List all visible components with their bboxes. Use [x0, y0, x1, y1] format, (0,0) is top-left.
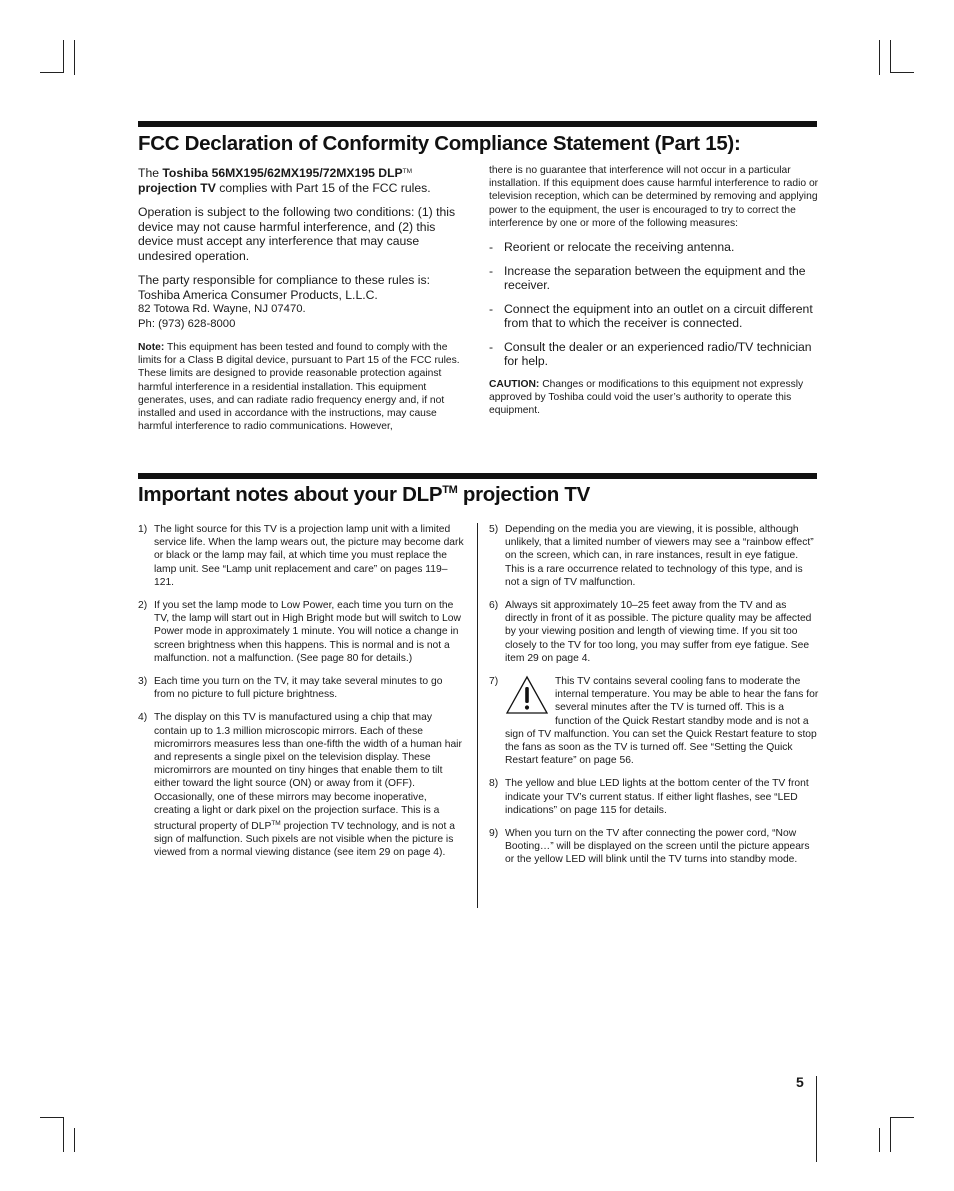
- fcc-right-intro: there is no guarantee that interference will not occur in a particular installation. If this equipment does cause harmful interference to radio or television reception, which can be determined by removing and applying power to the equipment, the user is encouraged to try to correct the interference by one or more of the following measures:: [489, 165, 819, 229]
- note-label: Note:: [138, 342, 165, 353]
- notes-left-column: [138, 523, 464, 870]
- crop-mark: [74, 1128, 75, 1152]
- notes-right-column: [489, 523, 819, 877]
- trademark: TM: [402, 168, 413, 175]
- crop-mark: [879, 40, 880, 75]
- notes-title: [138, 483, 590, 507]
- note-item-number: 5): [489, 524, 499, 535]
- fcc-operation: Operation is subject to the following two conditions: (1) this device may not cause harmful interference, and (2) this device must accept any interference that may cause undesired operation.: [138, 205, 456, 263]
- fcc-left-column: [138, 165, 468, 433]
- note-item-text: When you turn on the TV after connecting the power cord, “Now Booting…” will be displayed on the screen until the picture appears or the yellow LED will blink until the TV turns into standby mode.: [505, 828, 810, 866]
- page-number: 5: [796, 1074, 804, 1090]
- notes-title-text: Important notes about your DLP: [138, 483, 443, 506]
- note-item: [138, 523, 464, 589]
- note-item-text: Each time you turn on the TV, it may take several minutes to go from no picture to full picture brightness.: [154, 676, 443, 701]
- note-item-body: [154, 675, 464, 701]
- fcc-caution: [489, 378, 819, 418]
- note-item-number: 2): [138, 600, 148, 612]
- note-item-number: 6): [489, 600, 499, 612]
- note-item-text: Always sit approximately 10–25 feet away from the TV and as directly in front of it as possible. The picture quality may be affected by your viewing position and length of viewing time. If you sit too closely to the TV for too long, you may suffer from eye fatigue. See item 29 on page 4.: [505, 600, 812, 664]
- footer-rule: [816, 1076, 817, 1162]
- party-line: Ph: (973) 628-8000: [138, 317, 236, 330]
- note-item: [138, 711, 464, 859]
- crop-mark: [74, 40, 75, 75]
- fcc-right-column: [489, 164, 819, 417]
- note-item-body: [505, 599, 819, 665]
- trademark: TM: [271, 820, 281, 828]
- fcc-note: [138, 341, 468, 433]
- measure-text: Reorient or relocate the receiving antenna.: [504, 240, 735, 255]
- crop-mark: [879, 1128, 880, 1152]
- crop-mark: [63, 1117, 64, 1152]
- note-item-text: Depending on the media you are viewing, it is possible, although unlikely, that a limited number of viewers may see a “rainbow effect” on the screen, which can, in rare instances, result in eye fatigue. This is a rare occurrence related to technology of this type, and is not a sign of TV malfunction.: [505, 524, 814, 588]
- crop-mark: [890, 1117, 914, 1118]
- note-item: [489, 599, 819, 665]
- note-item-body: [505, 523, 819, 589]
- fcc-intro: [138, 165, 468, 195]
- intro-text: The: [138, 166, 163, 180]
- measure-text: Consult the dealer or an experienced radio/TV technician for help.: [504, 339, 812, 369]
- note-item-body: [505, 777, 819, 817]
- crop-mark: [40, 72, 64, 73]
- intro-text: complies with Part 15 of the FCC rules.: [215, 180, 431, 195]
- measure-item: [489, 302, 819, 331]
- crop-mark: [890, 1117, 891, 1152]
- note-item-body: [154, 711, 464, 859]
- note-item-text: projection TV technology, and is not a sign of malfunction. Such pixels are not visible when the picture is viewed from a normal viewing distance (see item 29 on page 4).: [154, 821, 455, 859]
- party-line: Toshiba America Consumer Products, L.L.C.: [138, 287, 378, 302]
- note-item: [489, 827, 819, 867]
- notes-title-text: projection TV: [457, 483, 590, 506]
- dash-marker: -: [489, 263, 494, 278]
- measure-item: [489, 240, 819, 255]
- note-item-number: 9): [489, 828, 499, 840]
- measure-text: Connect the equipment into an outlet on a circuit different from that to which the receiver is connected.: [504, 301, 813, 331]
- note-item-text: The yellow and blue LED lights at the bottom center of the TV front indicate your TV’s current status. If either light flashes, see “LED indications” on page 115 for details.: [505, 778, 809, 816]
- section-rule: [138, 121, 817, 127]
- note-text: This equipment has been tested and found to comply with the limits for a Class B digital device, pursuant to Part 15 of the FCC rules. These limits are designed to provide reasonable protection against harmful interference in a residential installation. This equipment generates, uses, and can radiate radio frequency energy and, if not installed and used in accordance with the instructions, may cause harmful interference to radio communications. However,: [138, 342, 460, 433]
- note-item: [489, 523, 819, 589]
- product-name: projection TV: [138, 180, 216, 195]
- note-item-body: [154, 599, 464, 665]
- trademark: TM: [442, 484, 458, 496]
- dash-marker: -: [489, 301, 494, 316]
- note-item-number: 3): [138, 676, 148, 688]
- note-item: [138, 675, 464, 701]
- caution-label: CAUTION:: [489, 378, 540, 390]
- note-item-body: [154, 523, 464, 589]
- measure-text: Increase the separation between the equipment and the receiver.: [504, 263, 806, 293]
- note-item-number: 4): [138, 712, 148, 724]
- fcc-title: FCC Declaration of Conformity Compliance Statement (Part 15):: [138, 132, 741, 155]
- caution-text: Changes or modifications to this equipment not expressly approved by Toshiba could void the user’s authority to operate this equipment.: [489, 378, 804, 416]
- note-item-body: [505, 827, 819, 867]
- party-line: The party responsible for compliance to these rules is:: [138, 273, 430, 287]
- note-item-text: This TV contains several cooling fans to moderate the internal temperature. You may be able to hear the fans for several minutes after the TV is turned off. This is a function of the Quick Restart standby mode and is not a sign of TV malfunction. You can set the Quick Restart feature to stop the fans as soon as the TV is turned off. See “Setting the Quick Restart feature” on page 56.: [505, 676, 819, 767]
- measure-item: [489, 340, 819, 369]
- section-rule: [138, 473, 817, 479]
- warning-icon: [505, 675, 549, 715]
- note-item-text: The light source for this TV is a projection lamp unit with a limited service life. When the lamp wears out, the picture may become dark or black or the lamp may fail, at which time you must replace the lamp unit. See “Lamp unit replacement and care” on pages 119–121.: [154, 524, 464, 588]
- note-item-body: [505, 675, 819, 767]
- crop-mark: [63, 40, 64, 73]
- note-item-number: 1): [138, 524, 148, 535]
- note-item: [489, 675, 819, 767]
- party-line: 82 Totowa Rd. Wayne, NJ 07470.: [138, 303, 306, 315]
- dash-marker: -: [489, 339, 494, 354]
- crop-mark: [40, 1117, 64, 1118]
- note-item-text: If you set the lamp mode to Low Power, each time you turn on the TV, the lamp will start out in High Bright mode but will switch to Low Power mode in approximately 1 minute. You will notice a change in screen brightness when this happens. This is normal and is not a malfunction. not a malfunction. (See page 80 for details.): [154, 600, 461, 664]
- note-item-number: 7): [489, 676, 499, 688]
- model-name: Toshiba 56MX195/62MX195/72MX195 DLP: [162, 166, 403, 180]
- measure-item: [489, 264, 819, 293]
- note-item-number: 8): [489, 778, 499, 790]
- crop-mark: [890, 72, 914, 73]
- note-item-text: The display on this TV is manufactured using a chip that may contain up to 1.3 million microscopic mirrors. Each of these micromirrors measures less than one-fifth the width of a human hair and represents a single pixel on the television display. These micromirrors are mounted on tiny hinges that enable them to tilt either toward the light source (ON) or away from it (OFF). Occasionally, one of these mirrors may become inoperative, creating a light or dark pixel on the projection surface. This is a structural property of DLP: [154, 712, 462, 833]
- note-item: [489, 777, 819, 817]
- crop-mark: [890, 40, 891, 73]
- dash-marker: -: [489, 240, 494, 255]
- measures-list: [489, 240, 819, 369]
- column-divider: [477, 523, 478, 908]
- note-item: [138, 599, 464, 665]
